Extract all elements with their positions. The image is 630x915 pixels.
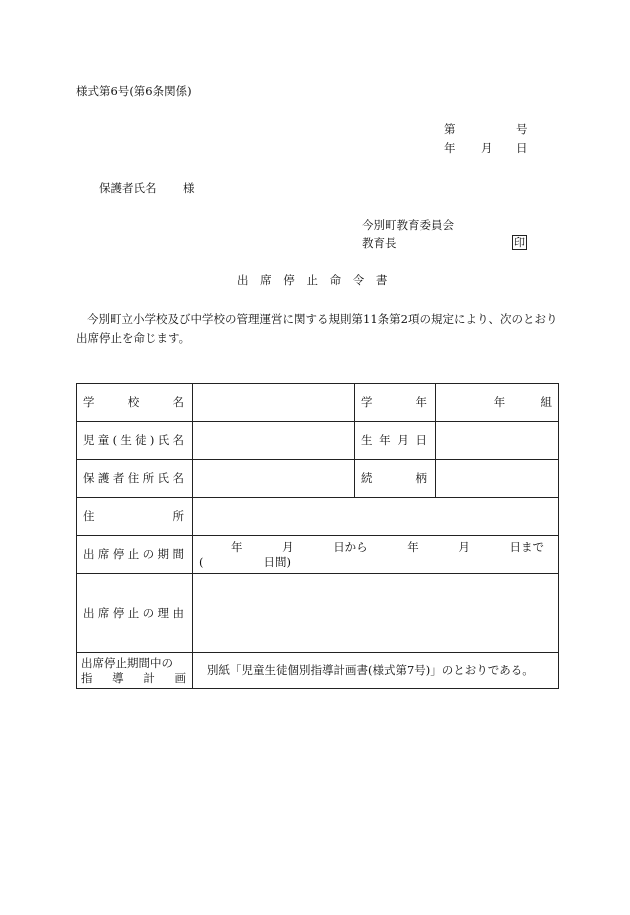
doc-number-prefix: 第: [444, 122, 456, 136]
date-month: 月: [481, 141, 493, 155]
guardian-label: 保 護 者 住 所 氏 名: [83, 471, 184, 485]
school-label: 学 校 名: [83, 395, 184, 409]
issuer-org: 今別町教育委員会: [362, 218, 454, 232]
reason-value-cell[interactable]: [193, 574, 559, 653]
dob-label-cell: [355, 422, 436, 460]
grade-label-cell: [355, 384, 436, 422]
dob-label: 生 年 月 日: [361, 433, 427, 447]
address-label: 住 所: [83, 509, 184, 523]
relation-value-cell[interactable]: [436, 460, 559, 498]
address-label-cell: [77, 498, 193, 536]
student-label-cell: [77, 422, 193, 460]
student-label: 児 童 ( 生 徒 ) 氏 名: [83, 433, 184, 447]
date-year: 年: [444, 141, 456, 155]
student-value-cell[interactable]: [193, 422, 355, 460]
row-address: [77, 498, 559, 536]
relation-label-cell: [355, 460, 436, 498]
period-days: [199, 555, 552, 570]
period-end-day: 日まで: [509, 539, 544, 554]
period-end-year: 年: [407, 539, 419, 554]
school-label-cell: [77, 384, 193, 422]
row-plan: [77, 653, 559, 689]
form-number: 様式第6号(第6条関係): [76, 84, 192, 98]
address-value-cell[interactable]: [193, 498, 559, 536]
seal-mark: [512, 235, 527, 250]
issuer-title: 教育長: [362, 236, 397, 250]
row-student: [77, 422, 559, 460]
body-paragraph: 今別町立小学校及び中学校の管理運営に関する規則第11条第2項の規定により、次のとおり出席停止を命じます。: [76, 312, 558, 345]
reason-label: 出 席 停 止 の 理 由: [83, 605, 184, 620]
row-school: [77, 384, 559, 422]
row-period: [77, 536, 559, 574]
guardian-value-cell[interactable]: [193, 460, 355, 498]
plan-label-line2: 指 導 計 画: [81, 670, 186, 685]
dob-value-cell[interactable]: [436, 422, 559, 460]
plan-label-line1: 出席停止期間中の: [81, 655, 173, 670]
period-label: 出 席 停 止 の 期 間: [83, 547, 184, 561]
plan-label-cell: [77, 653, 193, 689]
plan-value: 別紙「児童生徒個別指導計画書(様式第7号)」のとおりである。: [207, 663, 534, 677]
period-value-cell[interactable]: [193, 536, 559, 574]
row-reason: [77, 574, 559, 653]
period-start-month: 月: [282, 539, 294, 554]
guardian-label-cell: [77, 460, 193, 498]
grade-value: [442, 395, 552, 410]
document-title: 出 席 停 止 命 令 書: [237, 273, 392, 287]
grade-class: 組: [540, 395, 552, 409]
addressee-honorific: 様: [183, 181, 195, 195]
plan-value-cell: [193, 653, 559, 689]
period-range: [199, 540, 552, 555]
relation-label: 続 柄: [361, 471, 427, 485]
school-value-cell[interactable]: [193, 384, 355, 422]
addressee-label: 保護者氏名: [99, 181, 157, 195]
period-start-year: 年: [231, 539, 243, 554]
seal-box: 印: [514, 236, 525, 249]
period-days-open: (: [199, 554, 204, 569]
grade-label: 学 年: [361, 395, 427, 409]
reason-label-cell: [77, 574, 193, 653]
doc-number-suffix: 号: [516, 122, 528, 136]
date-day: 日: [516, 141, 528, 155]
period-end-month: 月: [458, 539, 470, 554]
period-label-cell: [77, 536, 193, 574]
grade-value-cell[interactable]: [436, 384, 559, 422]
grade-year: 年: [493, 395, 506, 409]
period-days-close: 日間): [263, 554, 291, 569]
row-guardian: [77, 460, 559, 498]
period-start-day: 日から: [333, 539, 368, 554]
info-table: [76, 383, 559, 689]
